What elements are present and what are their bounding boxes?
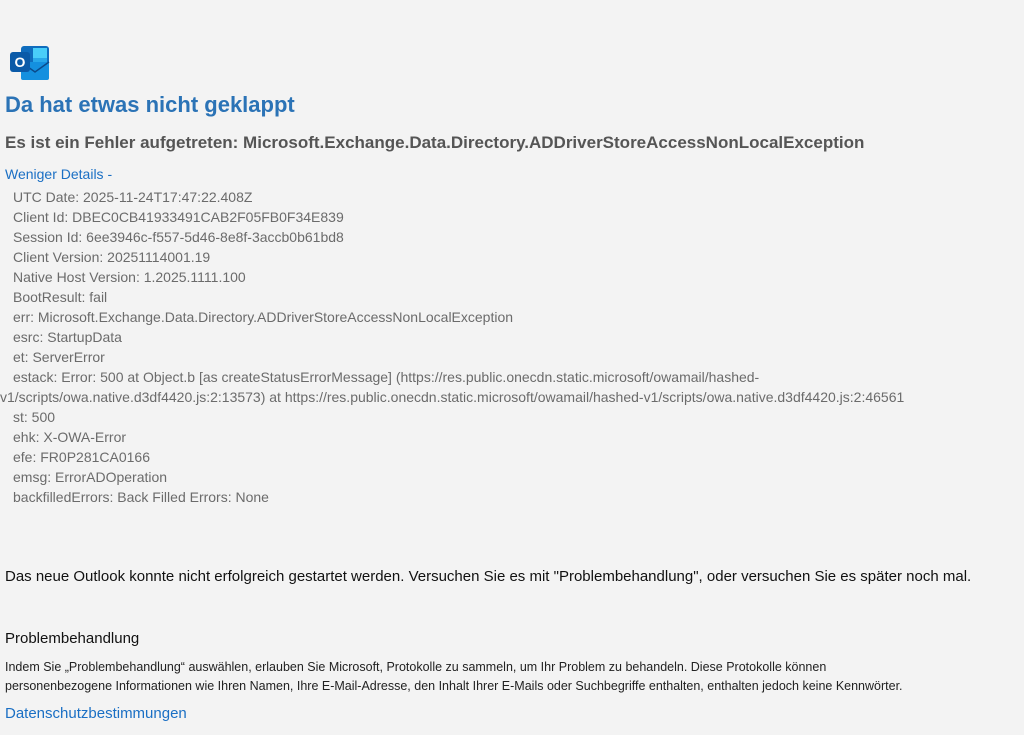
privacy-statement-link[interactable]: Datenschutzbestimmungen — [5, 705, 187, 722]
outlook-logo-letter: O — [14, 54, 26, 70]
detail-estack-line1: estack: Error: 500 at Object.b [as createStatusErrorMessage] (https://res.public.onecdn.static.microsoft/owamail/hashed- — [13, 369, 760, 385]
detail-efe: efe: FR0P281CA0166 — [13, 449, 150, 465]
detail-et: et: ServerError — [13, 349, 105, 365]
detail-utc-date: UTC Date: 2025-11-24T17:47:22.408Z — [13, 189, 253, 205]
less-details-link[interactable]: Weniger Details - — [5, 166, 113, 182]
detail-emsg: emsg: ErrorADOperation — [13, 469, 168, 485]
detail-esrc: esrc: StartupData — [13, 329, 122, 345]
detail-native-host-version: Native Host Version: 1.2025.1111.100 — [13, 269, 246, 285]
detail-client-id: Client Id: DBEC0CB41933491CAB2F05FB0F34E839 — [13, 209, 344, 225]
error-details — [0, 187, 1013, 507]
detail-backfilled-errors: backfilledErrors: Back Filled Errors: None — [13, 489, 269, 505]
detail-client-version: Client Version: 20251114001.19 — [13, 249, 211, 265]
outlook-logo-icon — [9, 44, 51, 82]
detail-ehk: ehk: X-OWA-Error — [13, 429, 127, 445]
page-title: Da hat etwas nicht geklappt — [5, 92, 295, 117]
troubleshooting-text-line2: personenbezogene Informationen wie Ihren Namen, Ihre E-Mail-Adresse, den Inhalt Ihrer E-Mails oder Suchbegriffe enthalten, enthalten jedoch keine Kennwörter. — [5, 679, 903, 693]
detail-st: st: 500 — [13, 409, 56, 425]
startup-failure-message: Das neue Outlook konnte nicht erfolgreich gestartet werden. Versuchen Sie es mit "Problembehandlung", oder versuchen Sie es später noch mal. — [5, 568, 972, 585]
troubleshooting-text-line1: Indem Sie „Problembehandlung“ auswählen, erlauben Sie Microsoft, Protokolle zu sammeln, um Ihr Problem zu behandeln. Diese Protokolle können — [5, 660, 827, 674]
troubleshooting-description — [5, 658, 1020, 696]
error-summary: Es ist ein Fehler aufgetreten: Microsoft.Exchange.Data.Directory.ADDriverStoreAccessNonLocalException — [5, 133, 865, 152]
detail-session-id: Session Id: 6ee3946c-f557-5d46-8e8f-3accb0b61bd8 — [13, 229, 344, 245]
detail-estack-line2: v1/scripts/owa.native.d3df4420.js:2:13573) at https://res.public.onecdn.static.microsoft/owamail/hashed-v1/scripts/owa.native.d3df4420.js:2:46561 — [0, 389, 905, 405]
detail-err: err: Microsoft.Exchange.Data.Directory.ADDriverStoreAccessNonLocalException — [13, 309, 514, 325]
troubleshooting-heading: Problembehandlung — [5, 630, 140, 647]
detail-boot-result: BootResult: fail — [13, 289, 108, 305]
